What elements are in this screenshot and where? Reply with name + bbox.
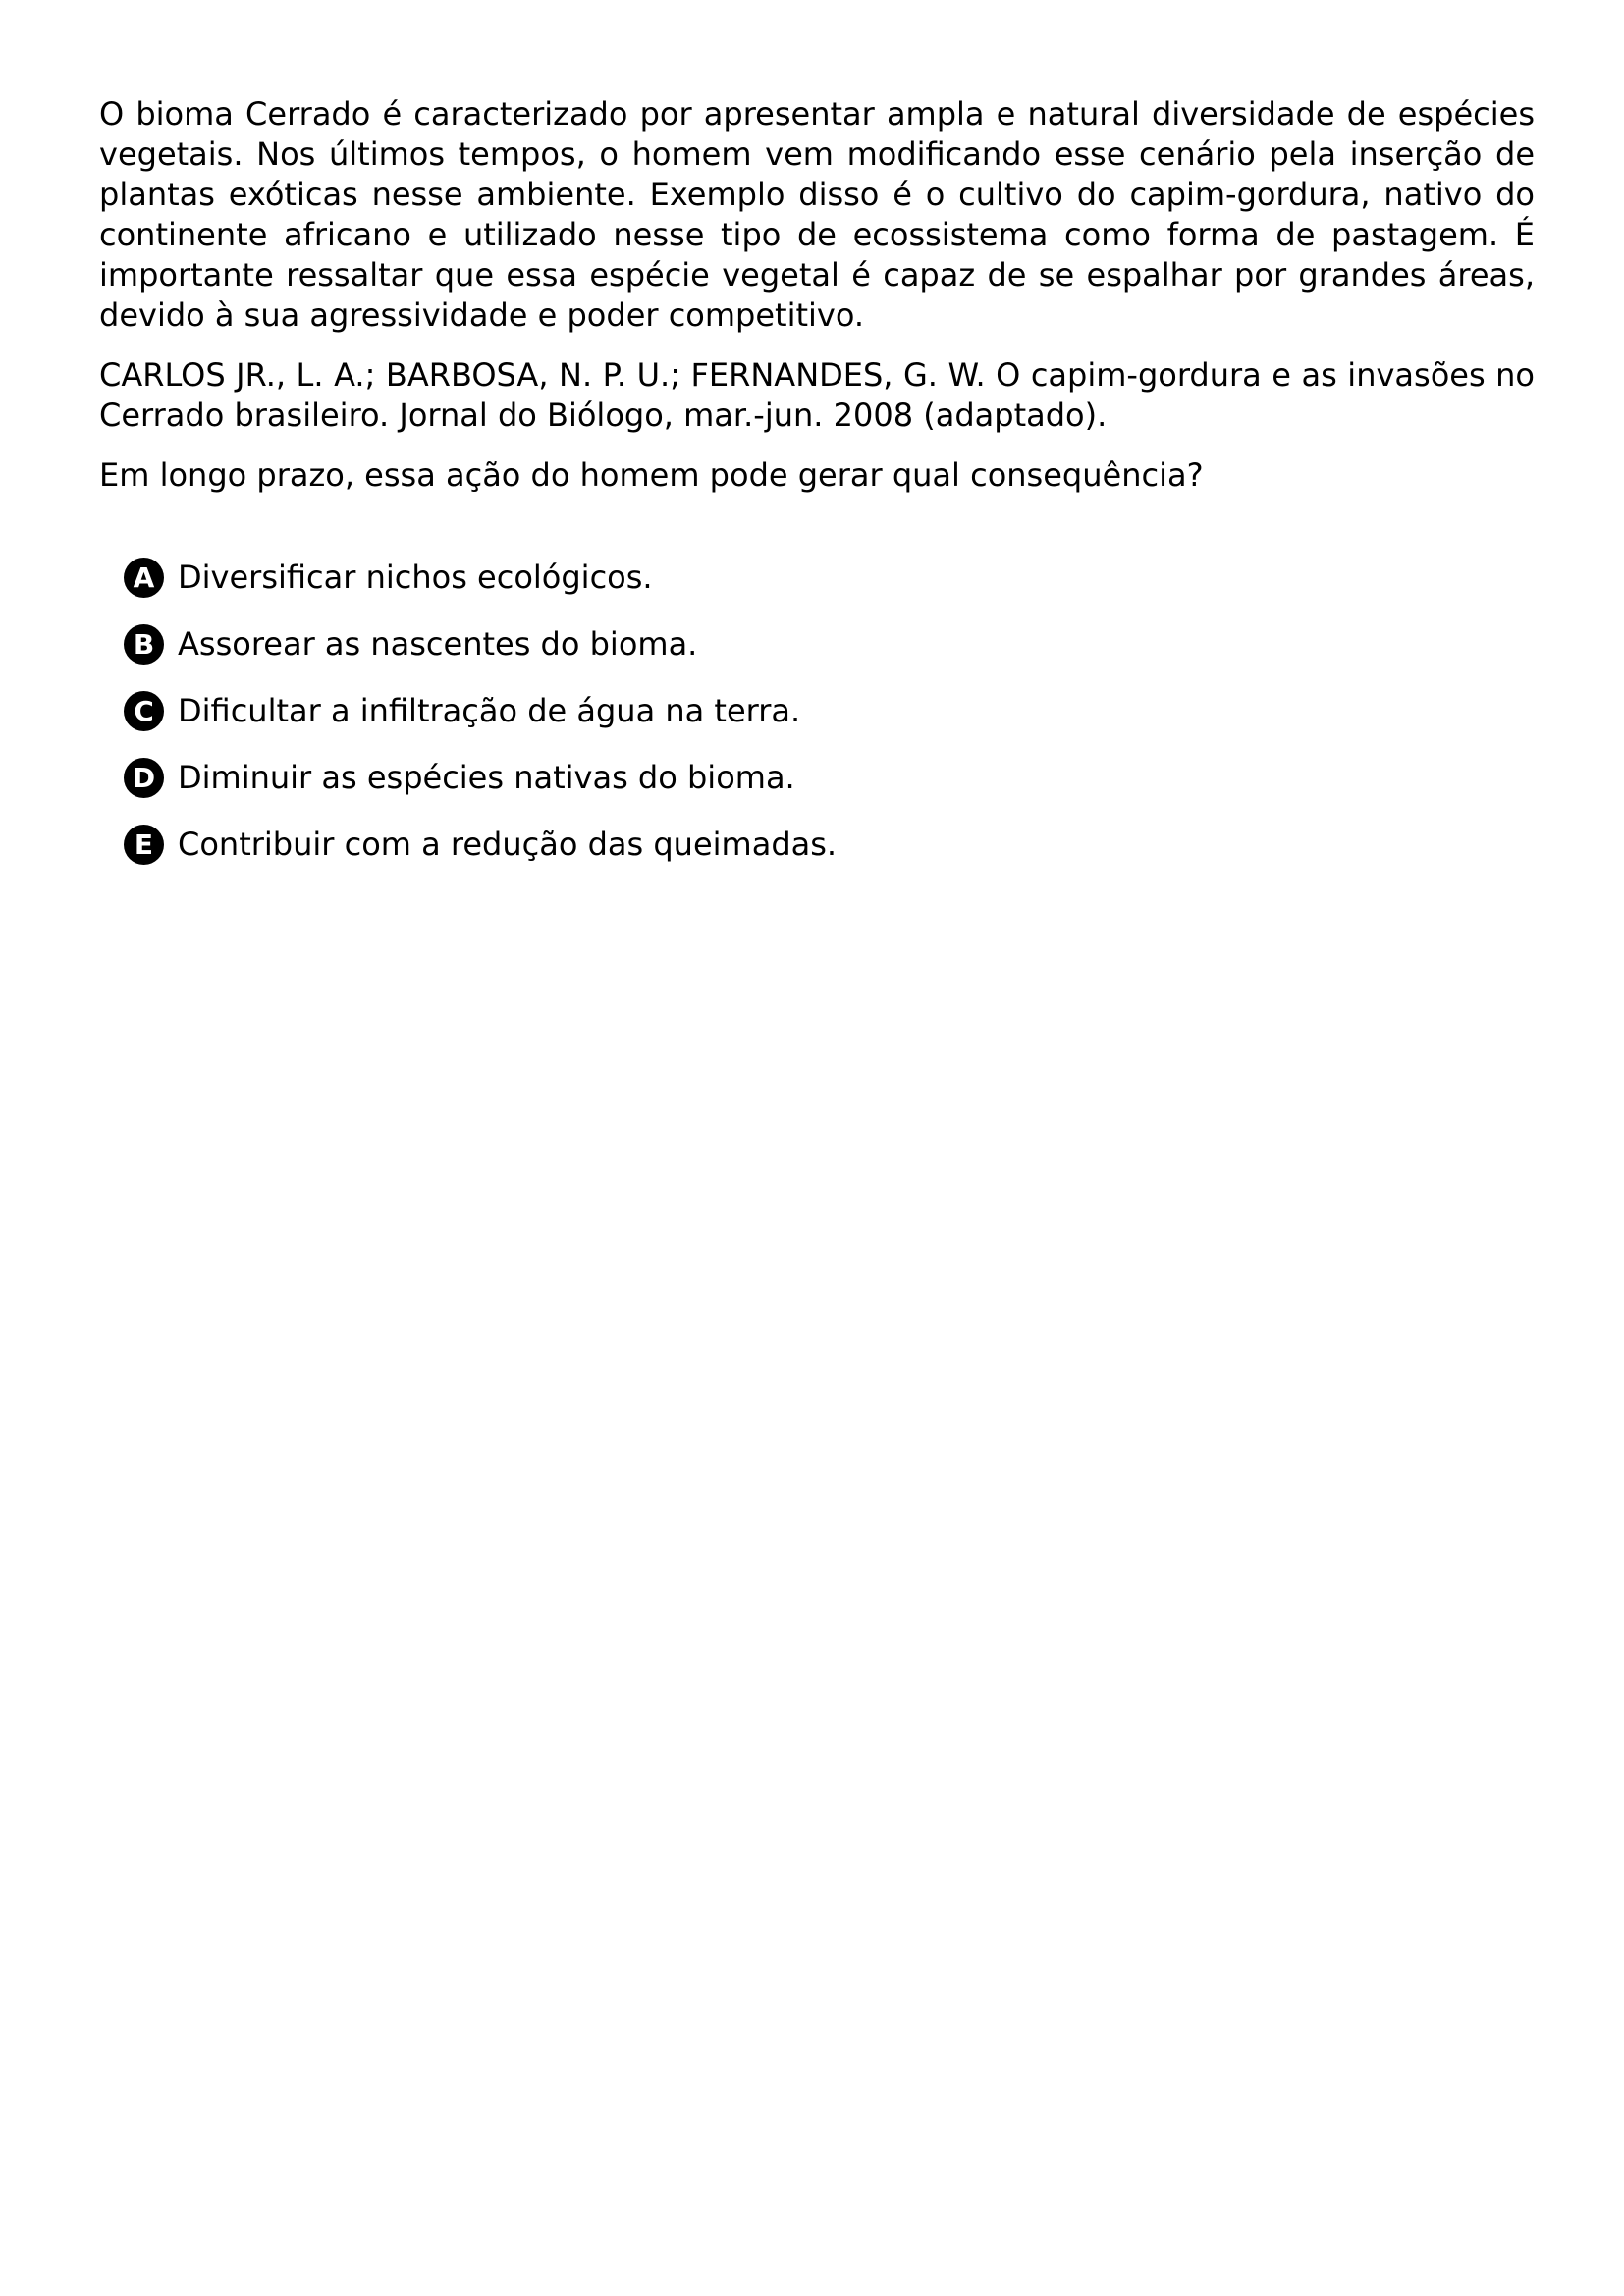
option-letter-badge: C bbox=[124, 691, 164, 731]
option-text: Diminuir as espécies nativas do bioma. bbox=[178, 759, 795, 796]
option-letter-badge: B bbox=[124, 624, 164, 665]
option-letter-badge: A bbox=[124, 558, 164, 598]
option-letter-badge: E bbox=[124, 825, 164, 865]
option-e[interactable] bbox=[124, 824, 1535, 865]
option-d[interactable] bbox=[124, 757, 1535, 798]
option-text: Dificultar a infiltração de água na terra. bbox=[178, 692, 801, 729]
option-text: Diversificar nichos ecológicos. bbox=[178, 559, 653, 596]
question-prompt: Em longo prazo, essa ação do homem pode gerar qual consequência? bbox=[99, 456, 1204, 494]
option-letter-badge: D bbox=[124, 758, 164, 798]
passage-text: O bioma Cerrado é caracterizado por apresentar ampla e natural diversidade de espécies vegetais. Nos últimos tempos, o homem vem modificando esse cenário pela inserção de plantas exóticas nesse ambiente. Exemplo disso é o cultivo do capim-gordura, nativo do continente africano e utilizado nesse tipo de ecossistema como forma de pastagem. É importante ressaltar que essa espécie vegetal é capaz de se espalhar por grandes áreas, devido à sua agressividade e poder competitivo. bbox=[99, 95, 1535, 334]
option-text: Assorear as nascentes do bioma. bbox=[178, 625, 698, 663]
option-b[interactable] bbox=[124, 623, 1535, 665]
answer-options bbox=[99, 557, 1535, 865]
citation-text: CARLOS JR., L. A.; BARBOSA, N. P. U.; FERNANDES, G. W. O capim-gordura e as invasões no Cerrado brasileiro. Jornal do Biólogo, mar.-jun. 2008 (adaptado). bbox=[99, 356, 1535, 434]
question-page bbox=[99, 94, 1535, 890]
option-text: Contribuir com a redução das queimadas. bbox=[178, 826, 838, 863]
option-a[interactable] bbox=[124, 557, 1535, 598]
option-c[interactable] bbox=[124, 690, 1535, 731]
